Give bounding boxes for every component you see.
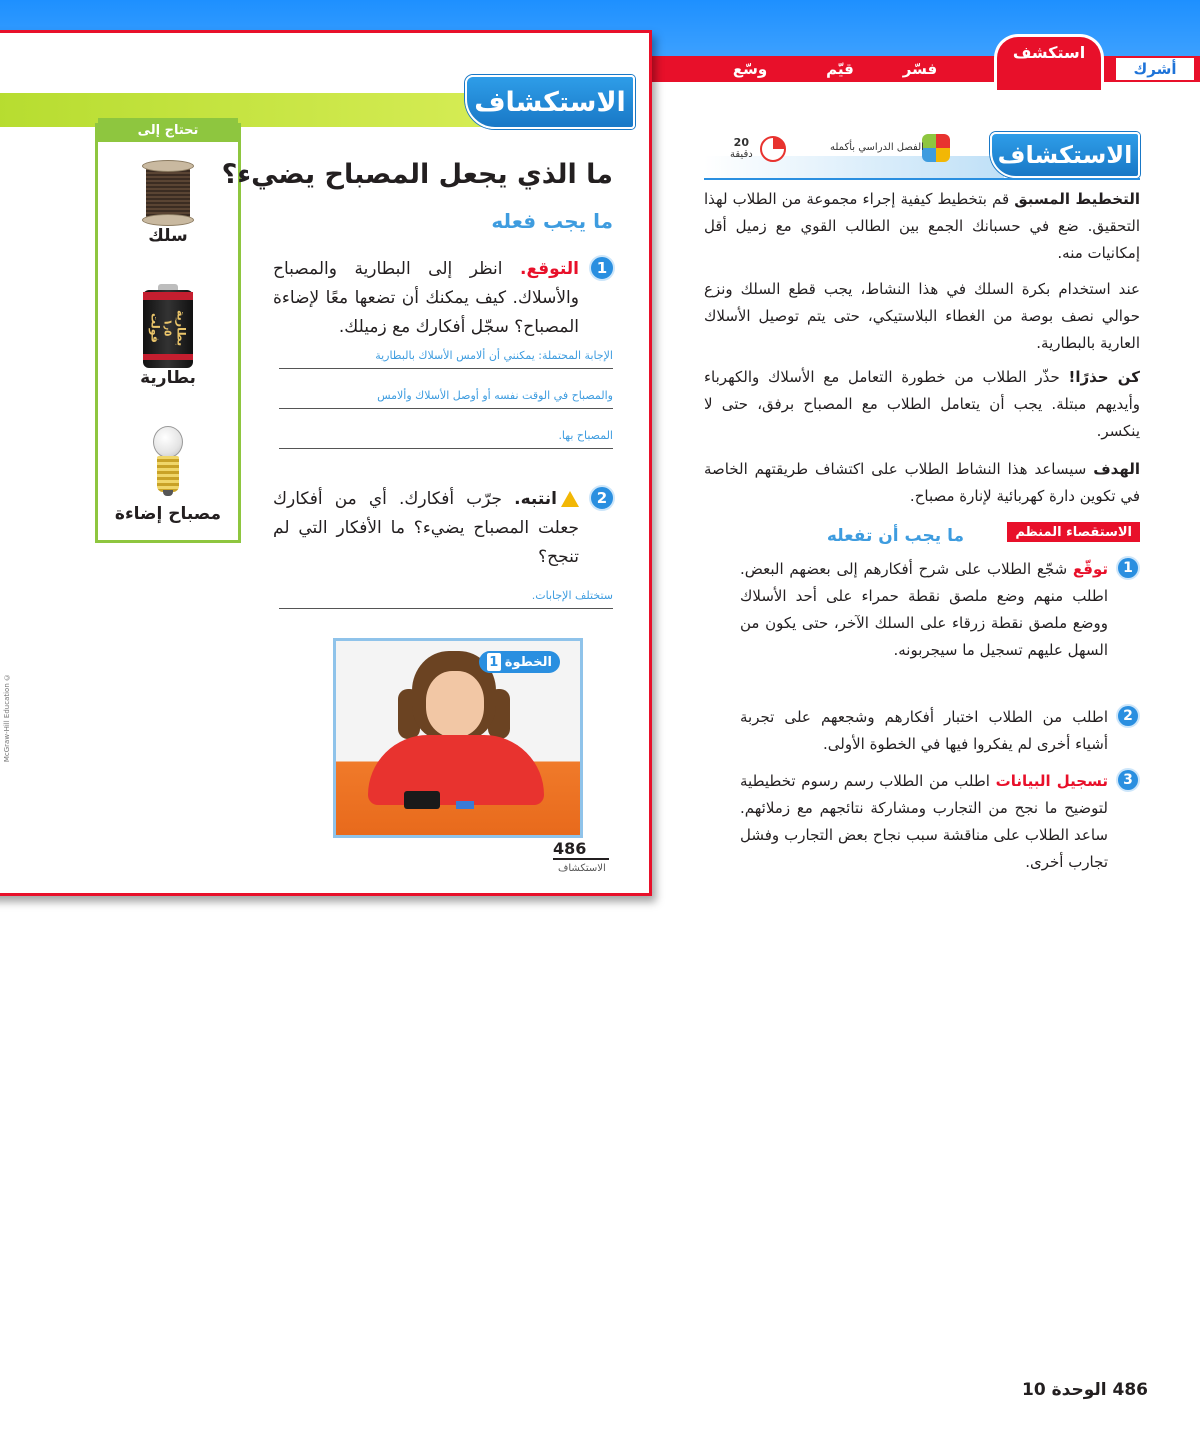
materials-box (95, 123, 241, 543)
material-label-wire: سلك (148, 226, 188, 246)
teacher-step-3 (740, 768, 1140, 876)
time-value: 20 (733, 136, 749, 149)
copyright-note: © McGraw-Hill Education (3, 673, 11, 763)
time-estimate (730, 136, 753, 160)
activity-question: ما الذي يجعل المصباح يضيء؟ (221, 159, 613, 190)
materials-title: تحتاج إلى (98, 118, 238, 142)
student-page-number: 486 (553, 839, 609, 860)
goal-text: سيساعد هذا النشاط الطلاب على اكتشاف طريقتهم الخاصة في تكوين دارة كهربائية لإنارة مصباح. (704, 460, 1140, 505)
time-unit: دقيقة (730, 149, 753, 160)
photo-step-label: الخطوة (504, 654, 552, 670)
caution-text: حذّر الطلاب من خطورة التعامل مع الأسلاك والكهرباء وأيديهم مبتلة. يجب أن يتعامل الطلاب مع المصباح برفق، حتى لا ينكسر. (704, 368, 1140, 440)
photo-step-number: 1 (487, 653, 501, 671)
caution-triangle-icon (561, 491, 579, 507)
material-label-bulb: مصباح إضاءة (114, 504, 222, 524)
what-to-do-heading: ما يجب فعله (491, 209, 613, 233)
tab-evaluate[interactable]: قيّم (826, 60, 854, 78)
teacher-planning-paragraph (704, 186, 1140, 267)
teacher-wire-paragraph: عند استخدام بكرة السلك في هذا النشاط، يجب قطع السلك ونزع حوالي نصف بوصة من الغطاء البلاستيكي، حتى يتم توصيل الأسلاك العارية بالبطارية. (704, 280, 1140, 352)
step-2-number-icon: 2 (589, 485, 615, 511)
teacher-step-1-number-icon: 1 (1116, 556, 1140, 580)
student-edition-page (0, 30, 652, 896)
teacher-goal-paragraph (704, 456, 1140, 510)
whole-class-icon (922, 134, 950, 162)
activity-photo (333, 638, 583, 838)
whole-class-label: الفصل الدراسي بأكمله (830, 142, 924, 153)
battery-print: بطارية ١٫٥ فولت (148, 309, 188, 347)
teacher-step-1 (740, 556, 1140, 664)
step-1-keyword: التوقع. (519, 259, 579, 279)
clock-icon (760, 136, 786, 162)
lesson-tabs-bar (650, 43, 1200, 82)
answer-line-1: الإجابة المحتملة: يمكنني أن ألامس الأسلاك بالبطارية (279, 339, 613, 369)
green-header-band (0, 93, 483, 127)
material-bulb (98, 426, 238, 524)
material-wire (98, 160, 238, 246)
answer-line-2: والمصباح في الوقت نفسه أو أوصل الأسلاك وألامس (279, 379, 613, 409)
teacher-step-3-text: اطلب من الطلاب رسم رسوم تخطيطية لتوضيح ما نجح من التجارب ومشاركة نتائجهم مع زملائهم. ساعد الطلاب على مناقشة سبب نجاح بعض التجارب وفشل تجارب أخرى. (740, 772, 1108, 871)
unit-label: الوحدة 10 (1022, 1380, 1107, 1400)
photo-step-badge (479, 651, 560, 673)
structured-inquiry-tag: الاستقصاء المنظم (1007, 522, 1140, 542)
teacher-step-3-keyword: تسجيل البيانات (995, 772, 1108, 790)
teacher-explore-banner: الاستكشاف (990, 132, 1140, 178)
planning-heading: التخطيط المسبق (1014, 190, 1141, 208)
wire-spool-icon (142, 160, 194, 226)
teacher-step-2-number-icon: 2 (1116, 704, 1140, 728)
tab-engage[interactable]: أشرك (1116, 58, 1194, 80)
light-bulb-icon (150, 426, 186, 498)
explore-banner: الاستكشاف (465, 75, 635, 129)
teacher-page-footer (1000, 1380, 1148, 1400)
step-2-keyword: انتبه. (514, 489, 557, 509)
step-1-number-icon: 1 (589, 255, 615, 281)
teacher-step-1-text: شجّع الطلاب على شرح أفكارهم إلى بعضهم البعض. اطلب منهم وضع ملصق نقطة حمراء على أحد الأسلاك ووضع ملصق نقطة زرقاء على السلك الآخر، حتى يكون من السهل عليهم تسجيل ما سيجربونه. (740, 560, 1108, 659)
structured-inquiry-row (704, 520, 1140, 550)
material-label-battery: بطارية (140, 368, 196, 388)
teacher-what-to-do-heading: ما يجب أن تفعله (826, 526, 964, 546)
student-page-footer: الاستكشاف (558, 863, 606, 874)
step-2-text: جرّب أفكارك. أي من أفكارك جعلت المصباح يضيء؟ ما الأفكار التي لم تنجح؟ (273, 489, 579, 567)
student-step-1 (273, 255, 613, 342)
goal-heading: الهدف (1093, 460, 1140, 478)
teacher-step-2 (740, 704, 1140, 758)
teacher-page-number: 486 (1112, 1380, 1148, 1400)
material-battery (98, 284, 238, 388)
tab-explore[interactable]: استكشف (994, 34, 1104, 90)
student-step-2 (273, 485, 613, 572)
answer-line-4: ستختلف الإجابات. (279, 579, 613, 609)
tab-extend[interactable]: وسّع (732, 60, 768, 78)
teacher-step-1-keyword: توقّع (1072, 560, 1108, 578)
teacher-step-3-number-icon: 3 (1116, 768, 1140, 792)
step-1-text: انظر إلى البطارية والمصباح والأسلاك. كيف يمكنك أن تضعها معًا لإضاءة المصباح؟ سجّل أفكارك مع زميلك. (273, 259, 579, 337)
answer-line-3: المصباح بها. (279, 419, 613, 449)
caution-heading: كن حذرًا! (1068, 368, 1140, 386)
planning-text: قم بتخطيط كيفية إجراء مجموعة من الطلاب لهذا التحقيق. ضع في حسبانك الجمع بين الطالب القوي مع زميل أقل إمكانيات منه. (704, 190, 1140, 262)
teacher-header-rule (704, 178, 1140, 180)
battery-icon (143, 284, 193, 368)
tab-explain[interactable]: فسّر (902, 60, 938, 78)
teacher-step-2-text: اطلب من الطلاب اختبار أفكارهم وشجعهم على تجربة أشياء أخرى لم يفكروا فيها في الخطوة الأولى. (740, 708, 1108, 753)
teacher-caution-paragraph (704, 364, 1140, 445)
